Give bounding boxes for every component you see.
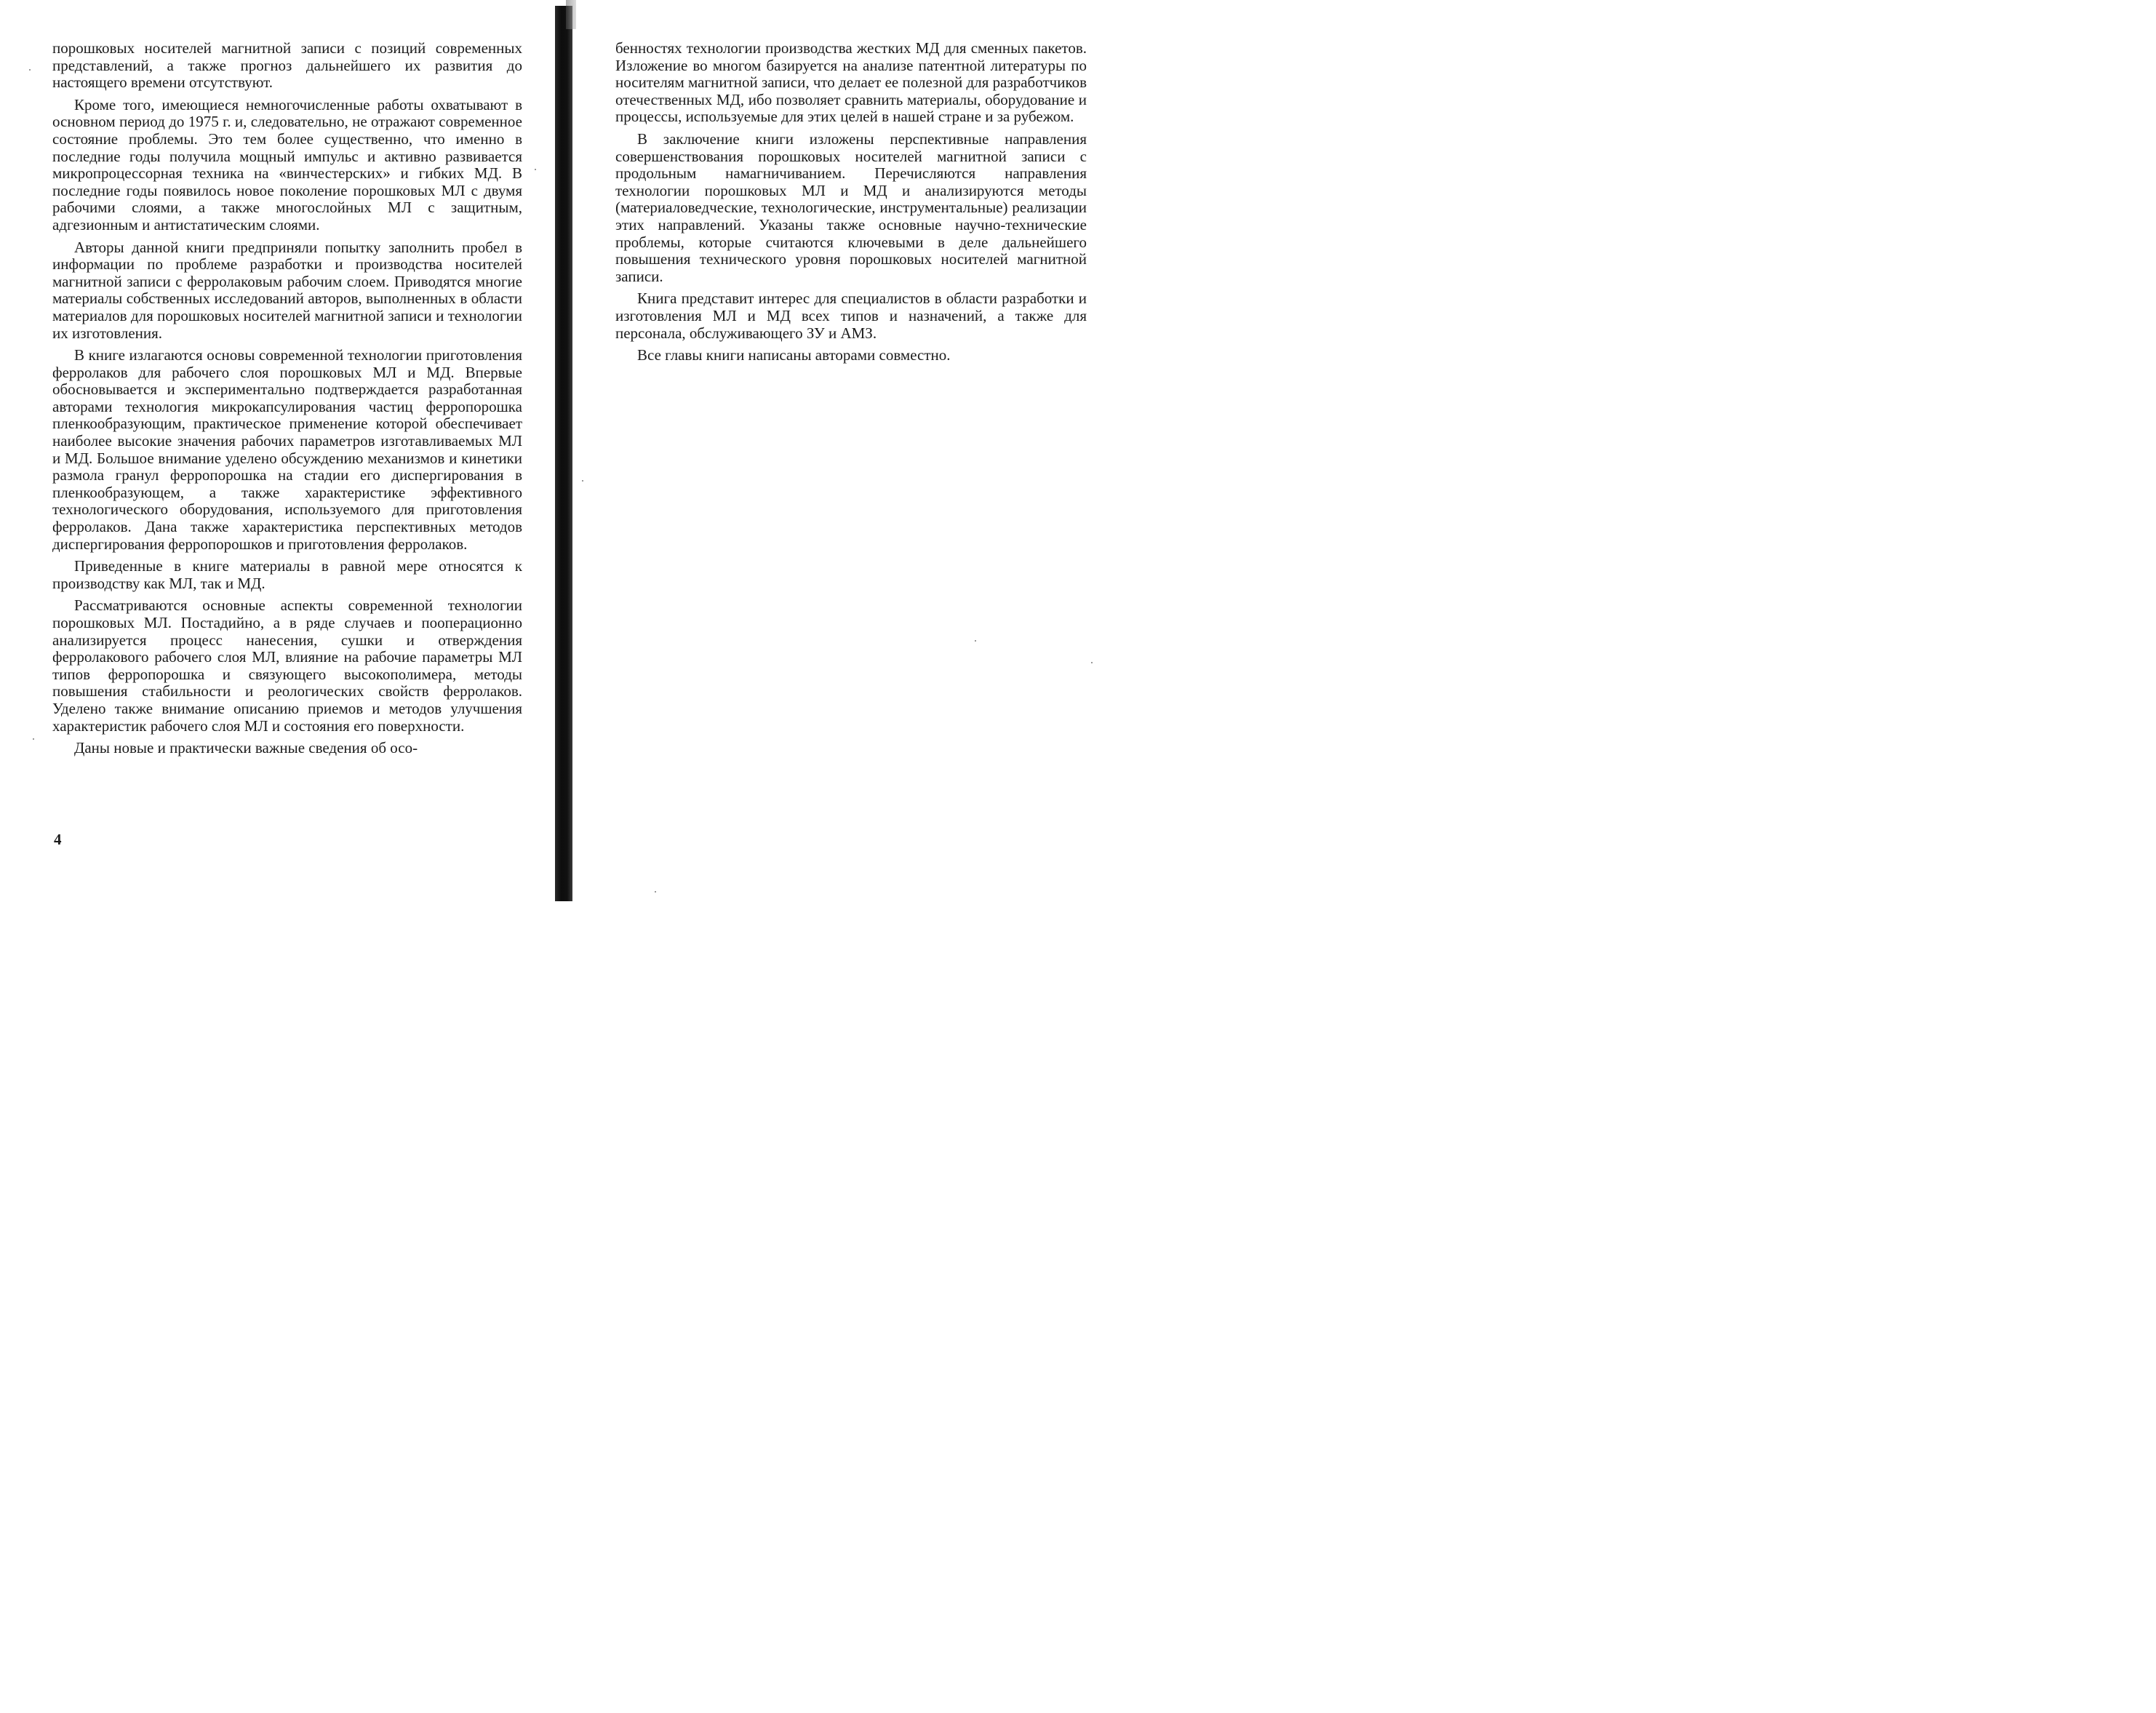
right-paragraph-3: Книга представит интерес для специалистов в области разработки и изготовления МЛ и МД всех типов и назначений, а также для персонала, обслуживающего ЗУ и АМЗ.	[615, 290, 1087, 342]
page-number: 4	[54, 831, 62, 848]
right-paragraph-2: В заключение книги изложены перспективные направления совершенствования порошковых носителей магнитной записи с продольным намагничиванием. Перечисляются направления технологии порошковых МЛ и МД и анализируются методы (материаловедческие, технологические, инструментальные) реализации этих направлений. Указаны также основные научно-технические проблемы, которые считаются ключевыми в деле дальнейшего повышения технического уровня порошковых носителей магнитной записи.	[615, 129, 1087, 285]
left-page	[0, 0, 556, 901]
left-paragraph-6: Рассматриваются основные аспекты современной технологии порошковых МЛ. Постадийно, а в ряде случаев и пооперационно анализируется процесс нанесения, сушки и отверждения ферролакового рабочего слоя МЛ, влияние на рабочие параметры МЛ типов ферропорошка и связующего высокополимера, методы повышения стабильности и реологических свойств ферролаков. Уделено также внимание описанию приемов и методов улучшения характеристик рабочего слоя МЛ и состояния его поверхности.	[52, 596, 522, 735]
scan-speck	[655, 891, 656, 893]
right-page	[575, 0, 1137, 901]
left-paragraph-3: Авторы данной книги предприняли попытку заполнить пробел в информации по проблеме разработки и производства носителей магнитной записи с ферролаковым рабочим слоем. Приводятся многие материалы собственных исследований авторов, выполненных в области материалов для порошковых носителей магнитной записи и технологии их изготовления.	[52, 238, 522, 342]
left-paragraph-2: Кроме того, имеющиеся немногочисленные работы охватывают в основном период до 1975 г. и, следовательно, не отражают современное состояние проблемы. Это тем более существенно, что именно в последние годы получила мощный импульс и активно развивается микропроцессорная техника на «винчестерских» и гибких МД. В последние годы появилось новое поколение порошковых МЛ с двумя рабочими слоями, а также многослойных МЛ с защитным, адгезионным и антистатическим слоями.	[52, 95, 522, 233]
right-paragraph-1: бенностях технологии производства жестких МД для сменных пакетов. Изложение во многом базируется на анализе патентной литературы по носителям магнитной записи, что делает ее полезной для разработчиков отечественных МД, ибо позволяет сравнить материалы, оборудование и процессы, используемые для этих целей в нашей стране и за рубежом.	[615, 39, 1087, 126]
scan-speck	[535, 169, 536, 170]
scan-speck	[1091, 662, 1093, 663]
left-paragraph-5: Приведенные в книге материалы в равной мере относятся к производству как МЛ, так и МД.	[52, 557, 522, 592]
left-paragraph-7: Даны новые и практически важные сведения об осо-	[74, 739, 418, 757]
left-page-text	[52, 40, 522, 757]
right-paragraph-4: Все главы книги написаны авторами совместно.	[637, 346, 951, 364]
left-paragraph-1: порошковых носителей магнитной записи с позиций современных представлений, а также прогноз дальнейшего их развития до настоящего времени отсутствуют.	[52, 39, 522, 92]
scan-speck	[582, 480, 583, 482]
scan-speck	[975, 640, 976, 642]
right-page-text	[615, 40, 1087, 364]
scan-speck	[29, 69, 31, 71]
book-binding-gutter	[555, 6, 572, 901]
scan-speck	[33, 738, 34, 740]
left-paragraph-4: В книге излагаются основы современной технологии приготовления ферролаков для рабочего слоя порошковых МЛ и МД. Впервые обосновывается и экспериментально подтверждается разработанная авторами технология микрокапсулирования частиц ферропорошка пленкообразующим, практическое применение которой обеспечивает наиболее высокие значения рабочих параметров изготавливаемых МЛ и МД. Большое внимание уделено обсуждению механизмов и кинетики размола гранул ферропорошка на стадии его диспергирования в пленкообразующем, а также характеристике эффективного технологического оборудования, используемого для приготовления ферролаков. Дана также характеристика перспективных методов диспергирования ферропорошков и приготовления ферролаков.	[52, 346, 522, 553]
